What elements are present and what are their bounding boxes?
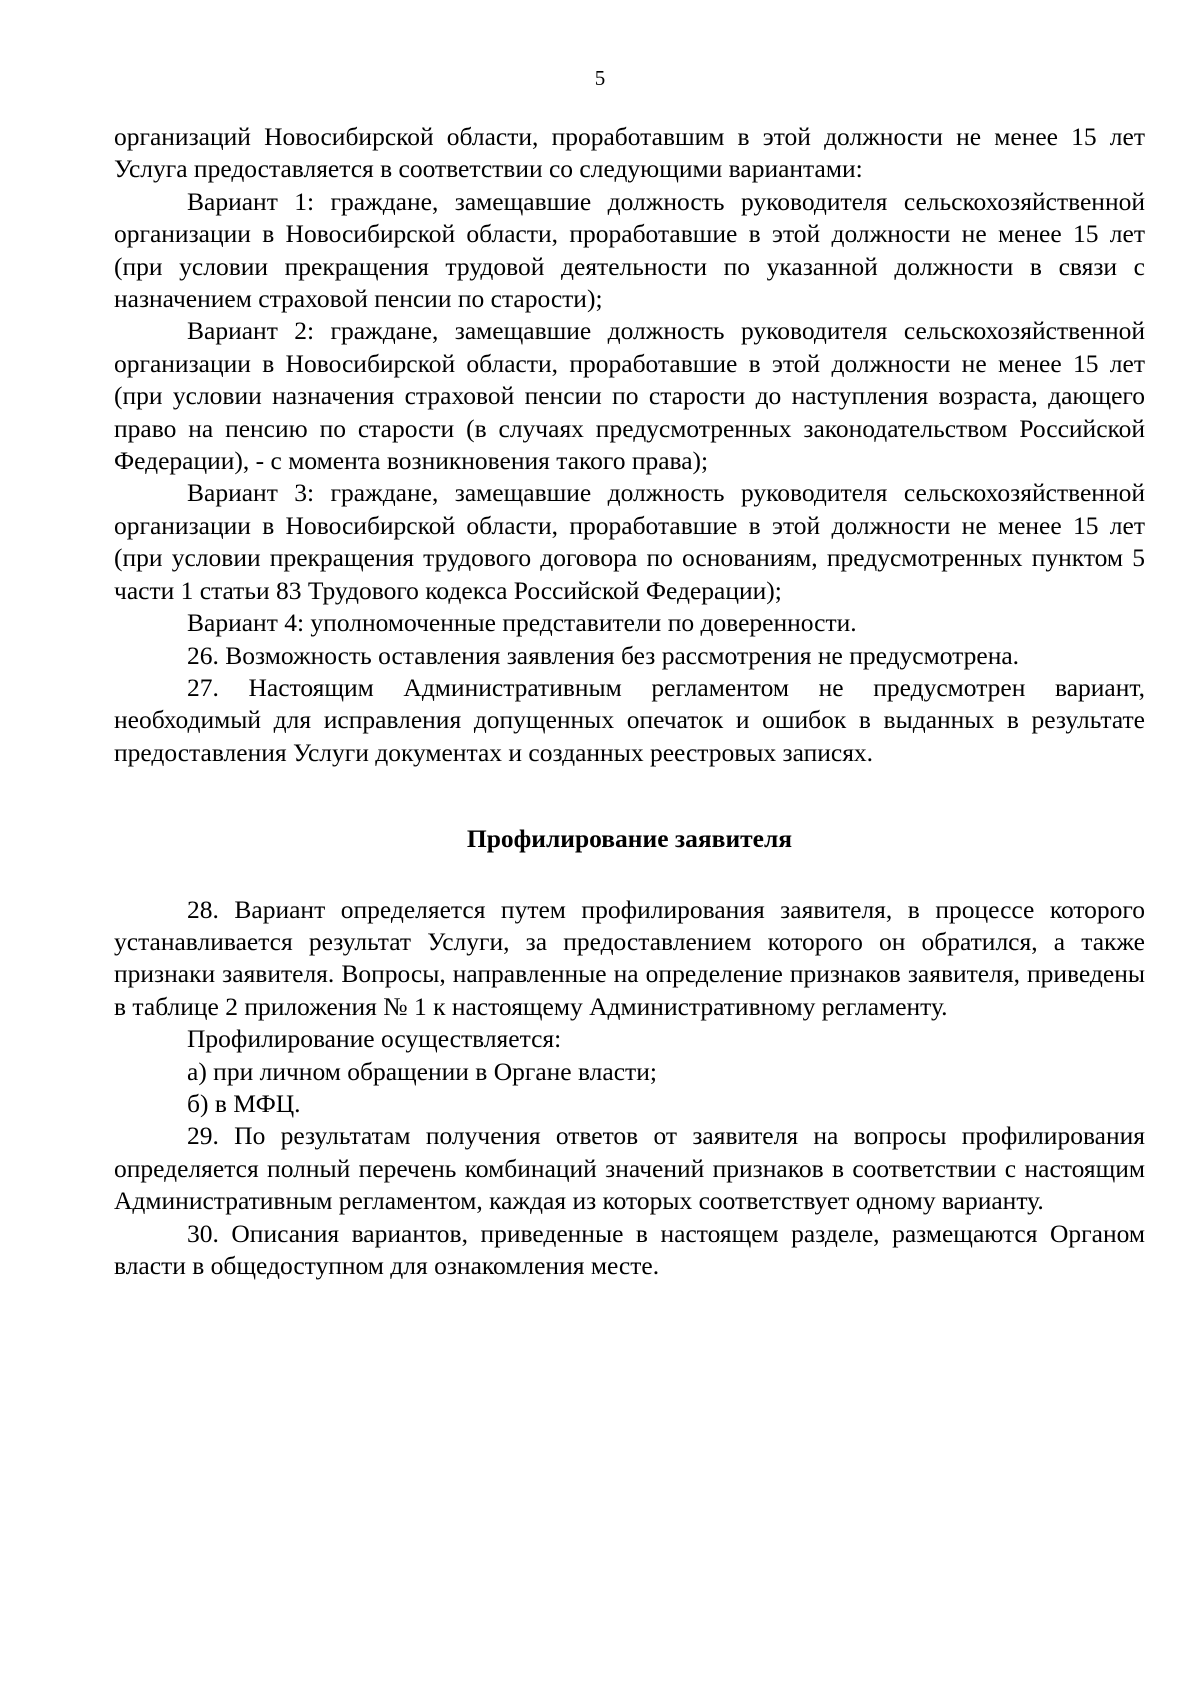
document-body — [114, 121, 1145, 1282]
list-item-b: б) в МФЦ. — [187, 1088, 301, 1118]
paragraph-29: 29. По результатам получения ответов от заявителя на вопросы профилирования определяется полный перечень комбинаций значений признаков в соответствии с настоящим Административным регламентом, каждая из которых соответствует одному варианту. — [114, 1121, 1145, 1216]
paragraph-27: 27. Настоящим Административным регламентом не предусмотрен вариант, необходимый для исправления допущенных опечаток и ошибок в выданных в результате предоставления Услуги документах и созданных реестровых записях. — [114, 672, 1145, 767]
paragraph-30: 30. Описания вариантов, приведенные в настоящем разделе, размещаются Органом власти в общедоступном для ознакомления месте. — [114, 1218, 1145, 1280]
paragraph-variant-4: Вариант 4: уполномоченные представители по доверенности. — [187, 608, 857, 638]
paragraph-26: 26. Возможность оставления заявления без рассмотрения не предусмотрена. — [187, 640, 1020, 670]
paragraph-variant-3: Вариант 3: граждане, замещавшие должность руководителя сельскохозяйственной организации в Новосибирской области, проработавшие в этой должности не менее 15 лет (при условии прекращения трудового договора по основаниям, предусмотренных пунктом 5 части 1 статьи 83 Трудового кодекса Российской Федерации); — [114, 478, 1145, 605]
list-item-a: а) при личном обращении в Органе власти; — [187, 1056, 657, 1086]
page-number: 5 — [594, 66, 606, 90]
paragraph-28: 28. Вариант определяется путем профилирования заявителя, в процессе которого устанавливается результат Услуги, за предоставлением которого он обратился, а также признаки заявителя. Вопросы, направленные на определение признаков заявителя, приведены в таблице 2 приложения № 1 к настоящему Административному регламенту. — [114, 894, 1145, 1021]
section-heading: Профилирование заявителя — [466, 824, 793, 854]
paragraph-continuation: организаций Новосибирской области, проработавшим в этой должности не менее 15 лет Услуга предоставляется в соответствии со следующими вариантами: — [114, 122, 1145, 184]
paragraph-variant-2: Вариант 2: граждане, замещавшие должность руководителя сельскохозяйственной организации в Новосибирской области, проработавшие в этой должности не менее 15 лет (при условии назначения страховой пенсии по старости до наступления возраста, дающего право на пенсию по старости (в случаях предусмотренных законодательством Российской Федерации), - с момента возникновения такого права); — [114, 316, 1145, 476]
paragraph-profiling-intro: Профилирование осуществляется: — [187, 1024, 562, 1054]
paragraph-variant-1: Вариант 1: граждане, замещавшие должность руководителя сельскохозяйственной организации в Новосибирской области, проработавшие в этой должности не менее 15 лет (при условии прекращения трудовой деятельности по указанной должности в связи с назначением страховой пенсии по старости); — [114, 186, 1145, 314]
